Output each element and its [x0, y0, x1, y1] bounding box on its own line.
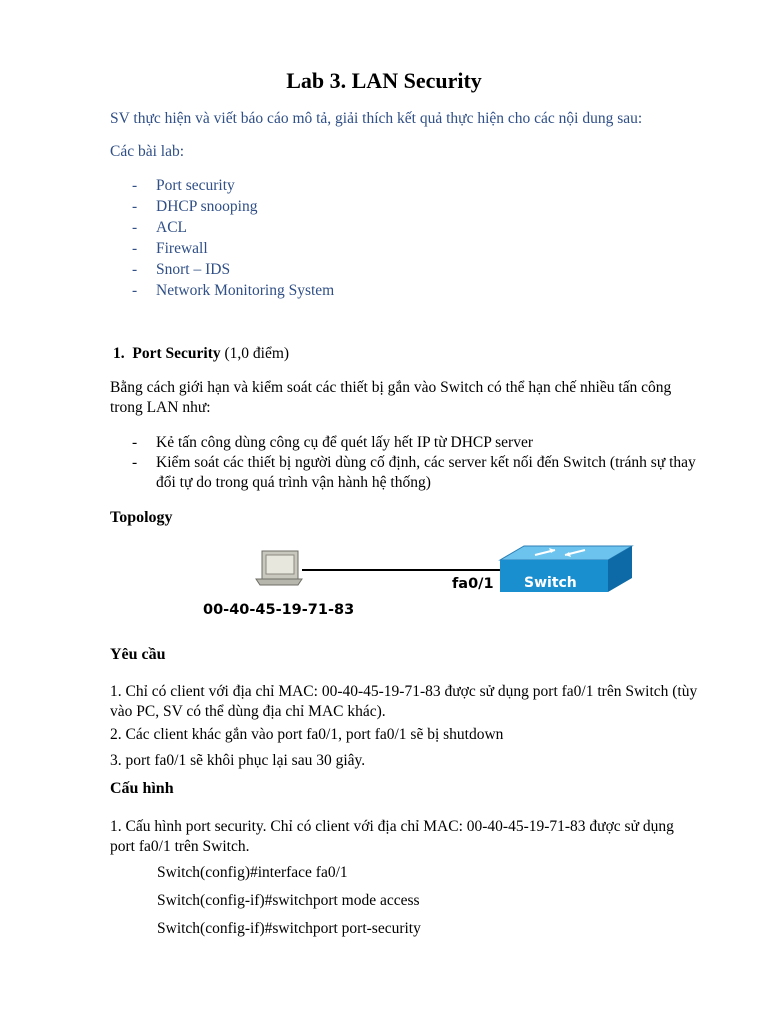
- list-item: - Firewall: [132, 240, 208, 257]
- config-heading: Cấu hình: [110, 780, 174, 797]
- list-item: - Snort – IDS: [132, 261, 231, 278]
- labs-heading: Các bài lab:: [110, 143, 185, 160]
- list-item: - ACL: [132, 219, 187, 236]
- port-label: fa0/1: [452, 576, 494, 592]
- list-item: - Kiểm soát các thiết bị người dùng cố định, các server kết nối đến Switch (tránh sự thay đổi tự do trong quá trình vận hành hệ thống): [132, 454, 696, 491]
- labs-list: [132, 175, 334, 301]
- config-command: Switch(config)#interface fa0/1: [157, 864, 348, 881]
- page-title: Lab 3. LAN Security: [286, 68, 482, 93]
- config-command: Switch(config-if)#switchport port-security: [157, 920, 421, 937]
- list-item: - Network Monitoring System: [132, 282, 335, 299]
- pc-icon: [256, 551, 302, 585]
- list-item: - Port security: [132, 177, 235, 194]
- topology-heading: Topology: [110, 509, 173, 526]
- switch-icon: [500, 546, 632, 592]
- topology-diagram: [250, 540, 640, 600]
- list-item: - DHCP snooping: [132, 198, 258, 215]
- requirement-item: 3. port fa0/1 sẽ khôi phục lại sau 30 giây.: [110, 752, 366, 769]
- switch-label: Switch: [524, 575, 577, 591]
- section-description: Bằng cách giới hạn và kiểm soát các thiết bị gắn vào Switch có thể hạn chế nhiều tấn công trong LAN như:: [110, 379, 672, 416]
- config-step: 1. Cấu hình port security. Chỉ có client với địa chỉ MAC: 00-40-45-19-71-83 được sử dụng port fa0/1 trên Switch.: [110, 818, 674, 855]
- requirement-item: 2. Các client khác gắn vào port fa0/1, port fa0/1 sẽ bị shutdown: [110, 726, 504, 743]
- config-command: Switch(config-if)#switchport mode access: [157, 892, 420, 909]
- requirement-item: 1. Chỉ có client với địa chỉ MAC: 00-40-45-19-71-83 được sử dụng port fa0/1 trên Switch (tùy vào PC, SV có thể dùng địa chỉ MAC khác).: [110, 683, 698, 720]
- requirements-heading: Yêu cầu: [110, 646, 166, 663]
- intro-text: SV thực hiện và viết báo cáo mô tả, giải thích kết quả thực hiện cho các nội dung sau:: [110, 110, 643, 127]
- list-item: - Kẻ tấn công dùng công cụ để quét lấy hết IP từ DHCP server: [132, 434, 534, 451]
- mac-address-label: 00-40-45-19-71-83: [203, 602, 355, 618]
- section-heading-port-security: 1. Port Security (1,0 điểm): [113, 345, 290, 362]
- attack-bullets: [132, 433, 712, 493]
